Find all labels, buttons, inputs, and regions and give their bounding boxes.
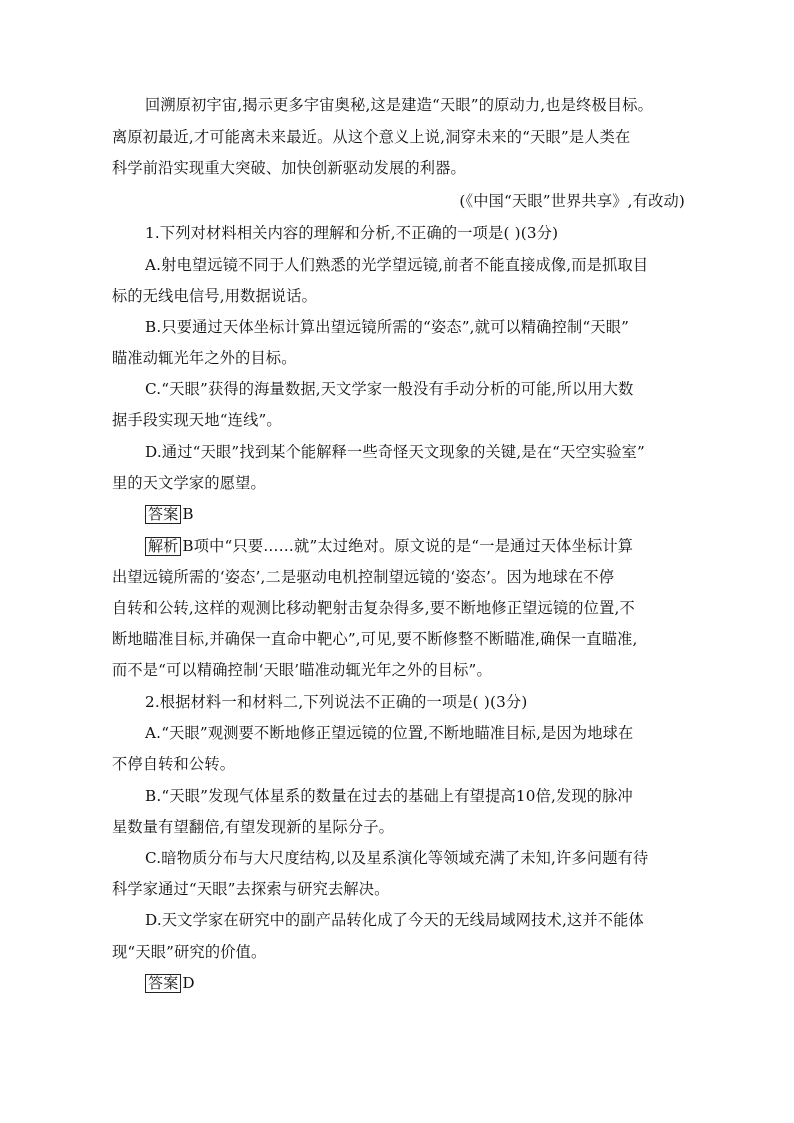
- q2-answer: [145, 973, 195, 993]
- answer-label: 答案: [145, 505, 181, 524]
- q2-option-c-cont: 科学家通过“天眼”去探索与研究去解决。: [112, 880, 390, 898]
- analysis-text: B项中“只要……就”太过绝对。原文说的是“一是通过天体坐标计算: [182, 537, 634, 555]
- q1-option-a-cont: 标的无线电信号,用数据说话。: [112, 287, 318, 305]
- q2-option-a-cont: 不停自转和公转。: [112, 755, 236, 773]
- q1-option-a: A.射电望远镜不同于人们熟悉的光学望远镜,前者不能直接成像,而是抓取目: [145, 256, 649, 274]
- q1-option-b-cont: 瞄准动辄光年之外的目标。: [112, 349, 297, 367]
- q2-option-d: D.天文学家在研究中的副产品转化成了今天的无线局域网技术,这并不能体: [145, 911, 644, 929]
- q1-option-c-cont: 据手段实现天地“连线”。: [112, 411, 282, 429]
- answer-label: 答案: [145, 974, 181, 993]
- q1-answer: [145, 504, 194, 524]
- q1-option-c: C.“天眼”获得的海量数据,天文学家一般没有手动分析的可能,所以用大数: [145, 380, 634, 398]
- analysis-line: 而不是“可以精确控制‘天眼’瞄准动辄光年之外的目标”。: [112, 661, 492, 679]
- source-citation: (《中国“天眼”世界共享》,有改动): [459, 192, 685, 210]
- q2-option-b: B.“天眼”发现气体星系的数量在过去的基础上有望提高10倍,发现的脉冲: [145, 787, 633, 805]
- q2-option-c: C.暗物质分布与大尺度结构,以及星系演化等领域充满了未知,许多问题有待: [145, 849, 649, 867]
- analysis-line: 自转和公转,这样的观测比移动靶射击复杂得多,要不断地修正望远镜的位置,不: [112, 599, 635, 617]
- q1-option-b: B.只要通过天体坐标计算出望远镜所需的“姿态”,就可以精确控制“天眼”: [145, 318, 630, 336]
- answer-value: D: [182, 974, 195, 992]
- q1-option-d: D.通过“天眼”找到某个能解释一些奇怪天文现象的关键,是在“天空实验室”: [145, 443, 645, 461]
- analysis-line: 断地瞄准目标,并确保一直命中靶心”,可见,要不断修整不断瞄准,确保一直瞄准,: [112, 630, 638, 648]
- passage-line: 离原初最近,才可能离未来最近。从这个意义上说,洞穿未来的“天眼”是人类在: [112, 128, 631, 146]
- question-1-stem: 1.下列对材料相关内容的理解和分析,不正确的一项是( )(3分): [145, 224, 559, 242]
- q1-analysis: [145, 536, 633, 556]
- passage-line: 回溯原初宇宙,揭示更多宇宙奥秘,这是建造“天眼”的原动力,也是终极目标。: [145, 96, 654, 114]
- analysis-line: 出望远镜所需的‘姿态’,二是驱动电机控制望远镜的‘姿态’。因为地球在不停: [112, 568, 615, 586]
- passage-line: 科学前沿实现重大突破、加快创新驱动发展的利器。: [112, 159, 466, 177]
- answer-value: B: [182, 505, 194, 523]
- q2-option-a: A.“天眼”观测要不断地修正望远镜的位置,不断地瞄准目标,是因为地球在: [145, 724, 634, 742]
- question-2-stem: 2.根据材料一和材料二,下列说法不正确的一项是( )(3分): [145, 693, 528, 711]
- q2-option-d-cont: 现“天眼”研究的价值。: [112, 943, 267, 961]
- q1-option-d-cont: 里的天文学家的愿望。: [112, 474, 266, 492]
- q2-option-b-cont: 星数量有望翻倍,有望发现新的星际分子。: [112, 818, 395, 836]
- analysis-label: 解析: [145, 537, 181, 556]
